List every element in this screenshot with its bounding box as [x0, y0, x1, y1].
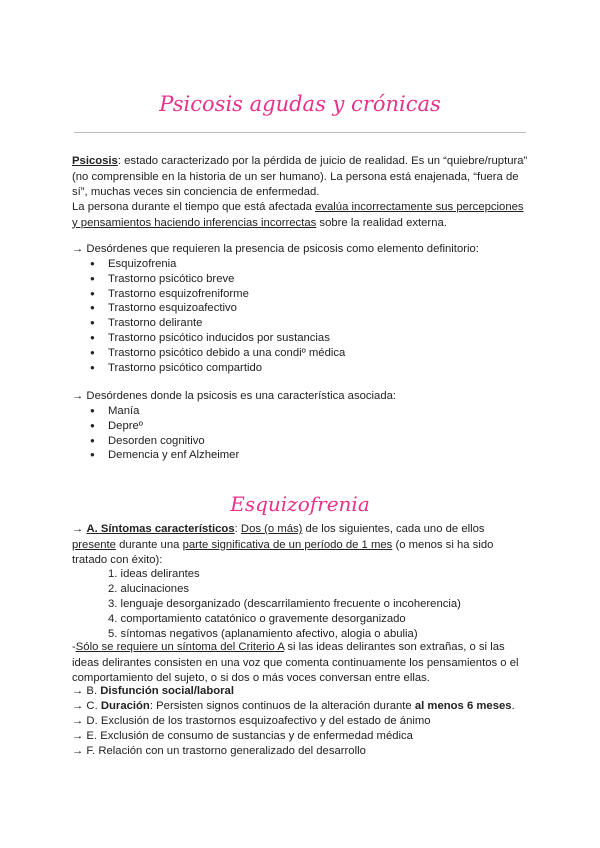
underlined-text: presente [72, 538, 116, 551]
criterion-a-note [72, 640, 530, 687]
list-item: 2. alucinaciones [108, 582, 190, 595]
criterion-e: → E. Exclusión de consumo de sustancias y de enfermedad médica [72, 730, 413, 742]
affected-text-a: La persona durante el tiempo que está afectada [72, 201, 316, 213]
criterion-c [72, 699, 530, 715]
list-item: ● Desorden cognitivo [72, 434, 239, 449]
text: (o menos si ha sido tratado con éxito): [72, 538, 494, 567]
list-item: ● Depreº [72, 419, 239, 434]
affected-text-b: sobre la realidad externa. [316, 216, 447, 229]
dash: - [72, 641, 76, 653]
psicosis-def-text: : estado caracterizado por la pérdida de juicio de realidad. Es un “quiebre/ruptura” (no comprensible en la historia de un ser humano). La persona está enajenada, “fuera de sí”, muchas veces sin conciencia de enfermedad. [72, 155, 528, 199]
affected-text-underlined: evalúa incorrectamente sus percepciones y pensamientos haciendo inferencias incorrectas [72, 201, 524, 229]
text: → B. [72, 685, 101, 697]
bold-text: Duración [100, 700, 150, 712]
underlined-text: Sólo se requiere un síntoma del Criterio A [75, 641, 285, 653]
psicosis-term: Psicosis [72, 155, 118, 167]
list-item: ● Trastorno delirante [72, 316, 345, 331]
page-title: Psicosis agudas y crónicas [159, 92, 441, 116]
text: → C. [72, 700, 101, 712]
text: . [511, 700, 515, 712]
list-item: 3. lenguaje desorganizado (descarrilamiento frecuente o incoherencia) [108, 597, 461, 610]
underlined-text: Dos (o más) [240, 523, 303, 535]
colon: : [234, 523, 241, 535]
text: durante una [115, 538, 183, 551]
list-item: ● Trastorno psicótico compartido [72, 361, 345, 376]
list-item: ● Demencia y enf Alzheimer [72, 448, 239, 463]
text: de los siguientes, cada uno de ellos [302, 523, 485, 535]
title-divider [74, 132, 526, 133]
list-item: ● Trastorno psicótico inducidos por sustancias [72, 331, 345, 346]
criterion-d: → D. Exclusión de los trastornos esquizoafectivo y del estado de ánimo [72, 715, 431, 727]
associated-heading: → Desórdenes donde la psicosis es una característica asociada: [72, 390, 397, 402]
list-item: ● Trastorno psicótico breve [72, 272, 345, 287]
list-item: 5. síntomas negativos (aplanamiento afectivo, alogia o abulia) [108, 627, 418, 640]
list-item: ● Trastorno esquizofreniforme [72, 287, 345, 302]
criterion-f: → F. Relación con un trastorno generalizado del desarrollo [72, 745, 366, 757]
psicosis-affected [72, 200, 530, 231]
text: : Persisten signos continuos de la alteración durante [149, 700, 415, 712]
psicosis-definition [72, 154, 530, 201]
criterion-a-list [72, 567, 461, 642]
defining-heading: → Desórdenes que requieren la presencia de psicosis como elemento definitorio: [72, 243, 479, 255]
list-item: ● Manía [72, 404, 239, 419]
list-item: ● Trastorno esquizoafectivo [72, 301, 345, 316]
list-item: 4. comportamiento catatónico o gravemente desorganizado [108, 612, 406, 625]
arrow: → [72, 523, 87, 535]
underlined-text: parte significativa de un período de 1 mes [182, 538, 393, 551]
criterion-a-label: A. Síntomas característicos [86, 523, 235, 535]
criterion-a [72, 522, 530, 569]
list-item: ● Esquizofrenia [72, 257, 345, 272]
associated-list [72, 404, 239, 463]
bold-text: al menos 6 meses [414, 700, 512, 712]
bold-text: Disfunción social/laboral [100, 685, 234, 697]
criterion-b [72, 684, 530, 700]
list-item: 1. ideas delirantes [108, 568, 200, 580]
list-item: ● Trastorno psicótico debido a una condiº médica [72, 346, 345, 361]
text: si las ideas delirantes son extrañas, o si las ideas delirantes consisten en una voz que comenta continuamente los pensamientos o el comportamiento del sujeto, o si dos o más voces conversan entre ellas. [72, 641, 519, 685]
section-title: Esquizofrenia [230, 492, 370, 516]
defining-list [72, 257, 345, 375]
